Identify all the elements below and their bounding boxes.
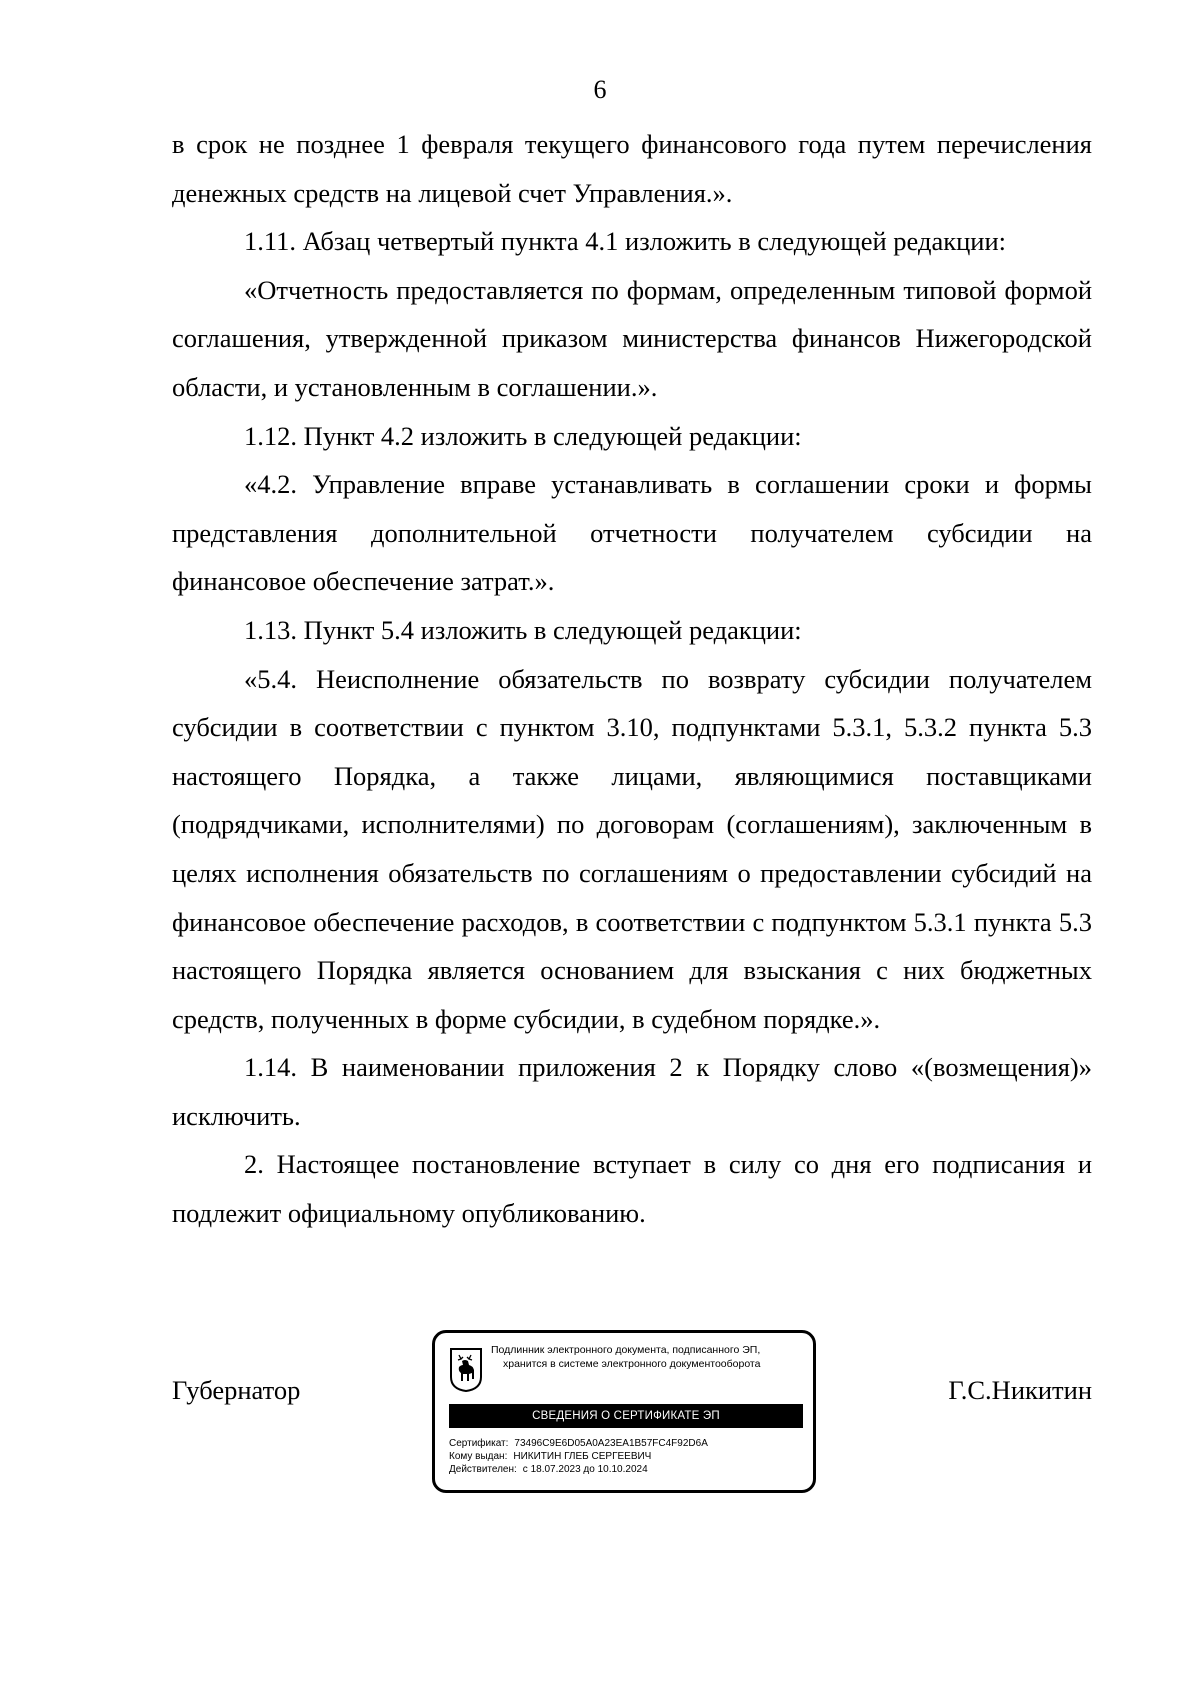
stamp-notice-line: хранится в системе электронного документооборота bbox=[503, 1358, 761, 1370]
certificate-row bbox=[449, 1437, 805, 1450]
paragraph-2: 2. Настоящее постановление вступает в силу со дня его подписания и подлежит официальному опубликованию. bbox=[172, 1149, 1092, 1229]
paragraph-quote-4-1: «Отчетность предоставляется по формам, определенным типовой формой соглашения, утвержденной приказом министерства финансов Нижегородской области, и установленным в соглашении.». bbox=[172, 274, 1092, 402]
certificate-value: 73496C9E6D05A0A23EA1B57FC4F92D6A bbox=[514, 1438, 708, 1449]
paragraph-quote-5-4: «5.4. Неисполнение обязательств по возврату субсидии получателем субсидии в соответствии с пунктом 3.10, подпунктами 5.3.1, 5.3.2 пункта 5.3 настоящего Порядка, а также лицами, являющимися поставщиками (подрядчиками, исполнителями) по договорам (соглашениям), заключенным в целях исполнения обязательств по соглашениям о предоставлении субсидий на финансовое обеспечение расходов, в соответствии с подпунктом 5.3.1 пункта 5.3 настоящего Порядка является основанием для взыскания с них бюджетных средств, полученных в форме субсидии, в судебном порядке.». bbox=[172, 663, 1092, 1034]
paragraph-1-11: 1.11. Абзац четвертый пункта 4.1 изложить в следующей редакции: bbox=[244, 226, 1006, 257]
validity-label: Действителен: bbox=[449, 1464, 517, 1475]
deer-coat-of-arms-icon bbox=[449, 1347, 483, 1393]
paragraph-1-13: 1.13. Пункт 5.4 изложить в следующей редакции: bbox=[244, 614, 802, 645]
signer-position: Губернатор bbox=[172, 1375, 301, 1405]
paragraph-1-12: 1.12. Пункт 4.2 изложить в следующей редакции: bbox=[244, 420, 802, 451]
certificate-label: Сертификат: bbox=[449, 1438, 509, 1449]
validity-value: с 18.07.2023 до 10.10.2024 bbox=[522, 1464, 648, 1475]
validity-row bbox=[449, 1463, 805, 1476]
stamp-notice bbox=[491, 1343, 809, 1371]
signer-name: Г.С.Никитин bbox=[948, 1375, 1092, 1405]
electronic-signature-stamp bbox=[432, 1330, 816, 1493]
stamp-banner: СВЕДЕНИЯ О СЕРТИФИКАТЕ ЭП bbox=[449, 1404, 803, 1428]
paragraph-1-14: 1.14. В наименовании приложения 2 к Порядку слово «(возмещения)» исключить. bbox=[172, 1052, 1092, 1131]
certificate-details bbox=[449, 1437, 805, 1476]
paragraph-quote-4-2: «4.2. Управление вправе устанавливать в соглашении сроки и формы представления дополнительной отчетности получателем субсидии на финансовое обеспечение затрат.». bbox=[172, 469, 1092, 597]
document-body bbox=[172, 120, 1092, 1238]
page-number: 6 bbox=[593, 75, 607, 104]
issued-to-value: НИКИТИН ГЛЕБ СЕРГЕЕВИЧ bbox=[513, 1451, 652, 1462]
issued-to-row bbox=[449, 1450, 805, 1463]
signature-block bbox=[172, 1330, 1092, 1510]
paragraph-continuation: в срок не позднее 1 февраля текущего финансового года путем перечисления денежных средств на лицевой счет Управления.». bbox=[172, 129, 1092, 208]
issued-to-label: Кому выдан: bbox=[449, 1451, 508, 1462]
stamp-notice-line: Подлинник электронного документа, подписанного ЭП, bbox=[491, 1344, 761, 1356]
